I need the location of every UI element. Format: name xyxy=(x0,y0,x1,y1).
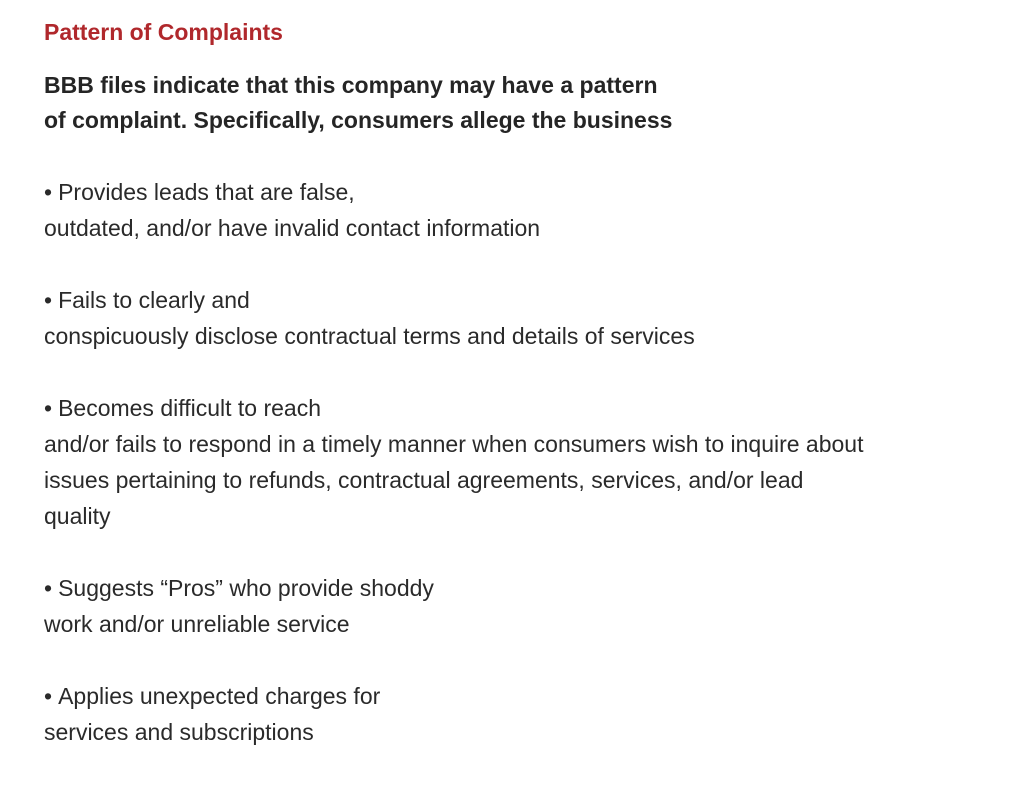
intro-text xyxy=(44,68,984,138)
bullet-icon: • xyxy=(44,575,53,601)
allegation-first-line xyxy=(44,282,984,318)
bullet-icon: • xyxy=(44,395,53,421)
allegation-first-line xyxy=(44,678,984,714)
allegation-text: Applies unexpected charges for xyxy=(58,683,381,709)
allegation-item xyxy=(44,678,984,750)
intro-line-2: of complaint. Specifically, consumers allege the business xyxy=(44,107,673,133)
allegation-continuation: work and/or unreliable service xyxy=(44,611,350,637)
allegation-first-line xyxy=(44,390,984,426)
allegation-continuation: and/or fails to respond in a timely manner when consumers wish to inquire about xyxy=(44,431,864,457)
allegation-first-line xyxy=(44,174,984,210)
allegation-continuation: issues pertaining to refunds, contractual agreements, services, and/or lead xyxy=(44,467,804,493)
allegation-item xyxy=(44,390,984,534)
allegation-continuation: quality xyxy=(44,503,111,529)
allegation-continuation: conspicuously disclose contractual terms and details of services xyxy=(44,323,695,349)
allegation-item xyxy=(44,282,984,354)
allegations-list xyxy=(44,174,984,750)
allegation-first-line xyxy=(44,570,984,606)
allegation-continuation: outdated, and/or have invalid contact information xyxy=(44,215,541,241)
bullet-icon: • xyxy=(44,179,53,205)
allegation-text: Fails to clearly and xyxy=(58,287,250,313)
allegation-text: Provides leads that are false, xyxy=(58,179,355,205)
section-title: Pattern of Complaints xyxy=(44,19,283,45)
allegation-item xyxy=(44,174,984,246)
bullet-icon: • xyxy=(44,683,53,709)
allegation-text: Becomes difficult to reach xyxy=(58,395,321,421)
allegation-continuation: services and subscriptions xyxy=(44,719,314,745)
allegation-item xyxy=(44,570,984,642)
allegation-text: Suggests “Pros” who provide shoddy xyxy=(58,575,434,601)
intro-line-1: BBB files indicate that this company may have a pattern xyxy=(44,72,658,98)
bullet-icon: • xyxy=(44,287,53,313)
